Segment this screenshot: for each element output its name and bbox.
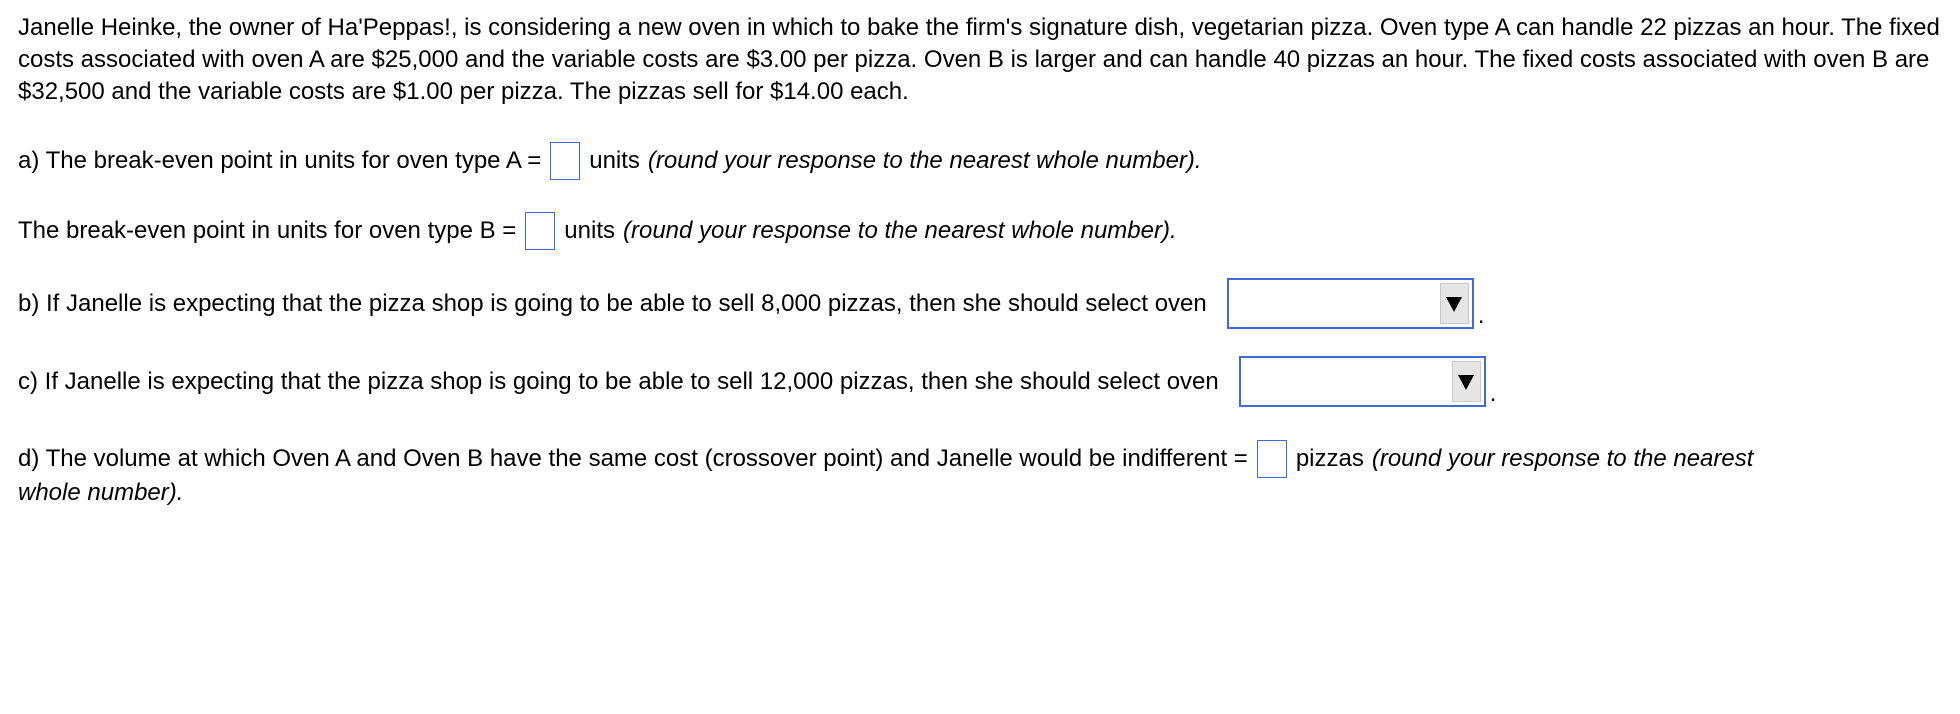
question-b-prefix: b) If Janelle is expecting that the pizza shop is going to be able to sell 8,000 pizzas, then she should select oven bbox=[18, 289, 1207, 317]
question-d-hint: (round your response to the nearest bbox=[1371, 445, 1754, 472]
question-b-period: . bbox=[1477, 302, 1485, 329]
question-c-prefix: c) If Janelle is expecting that the pizza shop is going to be able to sell 12,000 pizzas, then she should select oven bbox=[18, 367, 1219, 395]
question-b bbox=[18, 278, 1484, 329]
problem-statement: Janelle Heinke, the owner of Ha'Peppas!, is considering a new oven in which to bake the firm's signature dish, vegetarian pizza. Oven type A can handle 22 pizzas an hour. The fixed costs associated with oven A are $25,000 and the variable costs are $3.00 per pizza. Oven B is larger and can handle 40 pizzas an hour. The fixed costs associated with oven B are $32,500 and the variable costs are $1.00 per pizza. The pizzas sell for $14.00 each. bbox=[18, 14, 1940, 105]
question-a-unit: units bbox=[589, 147, 640, 174]
dropdown-arrow-button[interactable] bbox=[1452, 361, 1481, 402]
breakeven-a-input[interactable] bbox=[550, 142, 580, 180]
oven-select-8000[interactable] bbox=[1227, 278, 1474, 329]
breakeven-b-input[interactable] bbox=[525, 212, 555, 250]
question-c bbox=[18, 356, 1496, 407]
question-a2-hint: (round your response to the nearest whole number). bbox=[623, 217, 1177, 244]
question-c-period: . bbox=[1489, 380, 1497, 407]
crossover-input[interactable] bbox=[1257, 440, 1287, 478]
dropdown-arrow-button[interactable] bbox=[1440, 283, 1469, 324]
question-a-hint: (round your response to the nearest whole number). bbox=[647, 147, 1202, 174]
question-a2-unit: units bbox=[564, 217, 615, 244]
triangle-down-icon bbox=[1457, 373, 1475, 391]
question-a2-prefix: The break-even point in units for oven type B = bbox=[18, 217, 517, 244]
question-a-prefix: a) The break-even point in units for oven type A = bbox=[18, 147, 542, 174]
question-d bbox=[18, 440, 1753, 478]
question-d-prefix: d) The volume at which Oven A and Oven B have the same cost (crossover point) and Janelle would be indifferent = bbox=[18, 445, 1248, 472]
question-d-unit: pizzas bbox=[1295, 445, 1364, 472]
question-a bbox=[18, 142, 1202, 180]
question-a-oven-b bbox=[18, 212, 1177, 250]
triangle-down-icon bbox=[1445, 295, 1463, 313]
question-d-hint-continued: whole number). bbox=[18, 479, 184, 506]
oven-select-12000[interactable] bbox=[1239, 356, 1486, 407]
